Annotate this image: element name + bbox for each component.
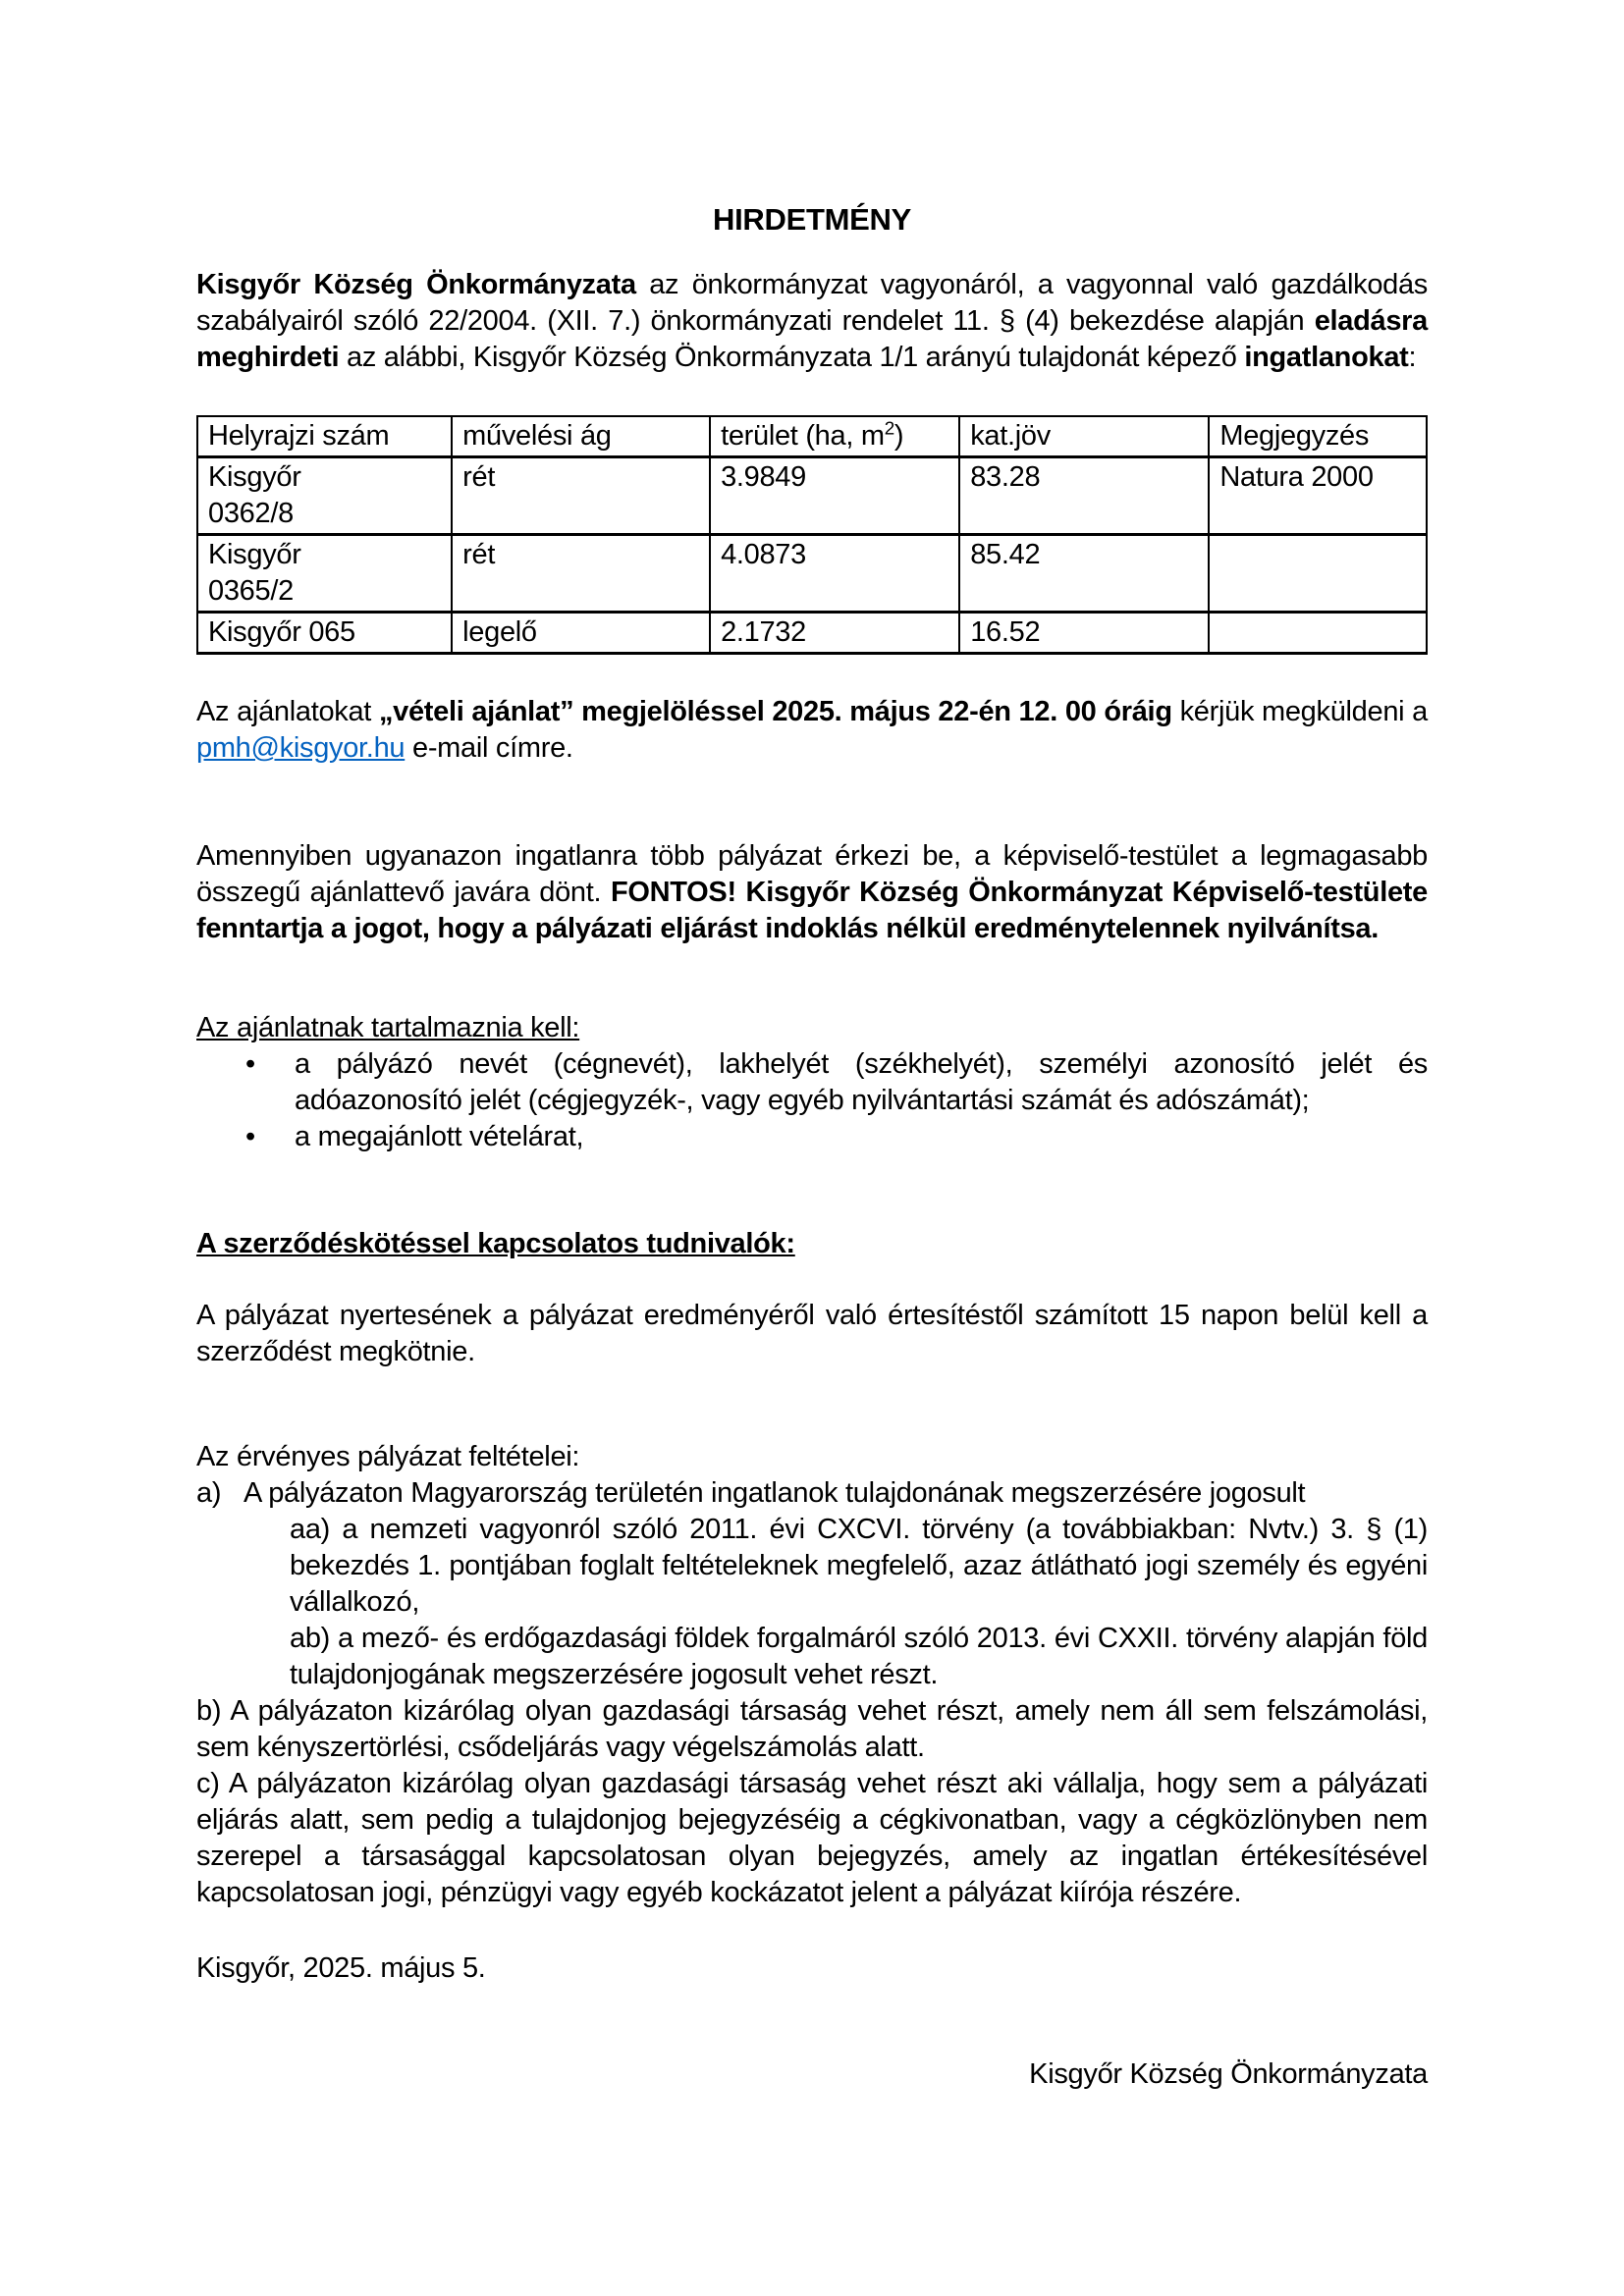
multiple-bids-paragraph bbox=[196, 838, 1428, 947]
col-header-parcel-number: Helyrajzi szám bbox=[197, 416, 452, 457]
contract-section-heading: A szerződéskötéssel kapcsolatos tudnivalók: bbox=[196, 1228, 795, 1259]
requirements-heading: Az ajánlatnak tartalmaznia kell: bbox=[196, 1012, 580, 1043]
parcel-number-cell bbox=[197, 613, 452, 654]
intro-paragraph bbox=[196, 267, 1428, 376]
table-row bbox=[197, 457, 1427, 535]
contract-paragraph: A pályázat nyertesének a pályázat eredményéről való értesítéstől számított 15 napon belül kell a szerződést megkötnie. bbox=[196, 1300, 1428, 1367]
parcel-line-1: Kisgyőr bbox=[208, 461, 301, 493]
table-header-row bbox=[197, 416, 1427, 457]
parcel-line-1: Kisgyőr bbox=[208, 539, 301, 570]
email-link[interactable]: pmh@kisgyor.hu bbox=[196, 732, 406, 764]
intro-text-2: az alábbi, Kisgyőr Község Önkormányzata 1/1 arányú tulajdonát képező bbox=[339, 342, 1245, 373]
document-title: HIRDETMÉNY bbox=[713, 202, 911, 237]
parcel-line-1: Kisgyőr 065 bbox=[208, 616, 355, 648]
col-header-area bbox=[710, 416, 959, 457]
multiple-bids-important-bold: FONTOS! Kisgyőr Község Önkormányzat Képviselő-testülete fenntartja a jogot, hogy a pályázati eljárást indoklás nélkül eredménytelennek nyilvánítsa. bbox=[196, 877, 1428, 944]
cadastral-income-cell: 16.52 bbox=[959, 613, 1209, 654]
offer-text-3: e-mail címre. bbox=[405, 732, 573, 764]
cultivation-cell: legelő bbox=[452, 613, 710, 654]
area-cell: 2.1732 bbox=[710, 613, 959, 654]
condition-aa: aa) a nemzeti vagyonról szóló 2011. évi CXCVI. törvény (a továbbiakban: Nvtv.) 3. § (1) bekezdés 1. pontjában foglalt feltételeknek megfelelő, azaz átlátható jogi személy és egyéni vállalkozó, bbox=[290, 1514, 1428, 1618]
cadastral-income-cell: 85.42 bbox=[959, 535, 1209, 613]
requirements-list bbox=[196, 1046, 1428, 1155]
conditions-intro: Az érvényes pályázat feltételei: bbox=[196, 1441, 580, 1472]
col-header-cadastral-income: kat.jöv bbox=[959, 416, 1209, 457]
parcel-line-2: 0362/8 bbox=[208, 498, 294, 529]
area-cell: 4.0873 bbox=[710, 535, 959, 613]
intro-text-3: : bbox=[1408, 342, 1417, 373]
condition-a-label: a) bbox=[196, 1477, 222, 1509]
offer-deadline-paragraph bbox=[196, 694, 1428, 767]
condition-a bbox=[196, 1475, 1428, 1512]
intro-issuer-bold: Kisgyőr Község Önkormányzata bbox=[196, 269, 636, 300]
parcel-number-cell bbox=[197, 535, 452, 613]
date-line: Kisgyőr, 2025. május 5. bbox=[196, 1952, 486, 1984]
offer-deadline-bold: „vételi ajánlat” megjelöléssel 2025. május 22-én 12. 00 óráig bbox=[378, 696, 1172, 727]
note-cell bbox=[1209, 613, 1427, 654]
parcel-number-cell bbox=[197, 457, 452, 535]
note-cell: Natura 2000 bbox=[1209, 457, 1427, 535]
property-table bbox=[196, 415, 1428, 655]
cultivation-cell: rét bbox=[452, 457, 710, 535]
list-item: • a pályázó nevét (cégnevét), lakhelyét (székhelyét), személyi azonosító jelét és adóazonosító jelét (cégjegyzék-, vagy egyéb nyilvántartási számát és adószámát); bbox=[196, 1046, 1428, 1119]
table-row bbox=[197, 613, 1427, 654]
table-row bbox=[197, 535, 1427, 613]
cultivation-cell: rét bbox=[452, 535, 710, 613]
area-header-prefix: terület (ha, m bbox=[721, 420, 885, 452]
cadastral-income-cell: 83.28 bbox=[959, 457, 1209, 535]
area-cell: 3.9849 bbox=[710, 457, 959, 535]
condition-b: b) A pályázaton kizárólag olyan gazdasági társaság vehet részt, amely nem áll sem felszámolási, sem kényszertörlési, csődeljárás vagy végelszámolás alatt. bbox=[196, 1695, 1428, 1763]
offer-text-2: kérjük megküldeni a bbox=[1171, 696, 1428, 727]
area-header-suffix: ) bbox=[893, 420, 904, 452]
intro-properties-bold: ingatlanokat bbox=[1244, 342, 1409, 373]
condition-c: c) A pályázaton kizárólag olyan gazdasági társaság vehet részt aki vállalja, hogy sem a pályázati eljárás alatt, sem pedig a tulajdonjog bejegyzéséig a cégkivonatban, vagy a cégközlönyben nem szerepel a társasággal kapcsolatosan olyan bejegyzés, amely az ingatlan értékesítésével kapcsolatosan jogi, pénzügyi vagy egyéb kockázatot jelent a pályázat kiírója részére. bbox=[196, 1768, 1428, 1908]
parcel-line-2: 0365/2 bbox=[208, 575, 294, 607]
condition-ab: ab) a mező- és erdőgazdasági földek forgalmáról szóló 2013. évi CXXII. törvény alapján föld tulajdonjogának megszerzésére jogosult vehet részt. bbox=[290, 1623, 1428, 1690]
intro-text-1: az önkormányzat vagyonáról, a vagyonnal való gazdálkodás szabályairól szóló 22/2004. (XII. 7.) önkormányzati rendelet 11. § (4) bekezdése alapján bbox=[196, 269, 1429, 337]
intro-sale-bold: eladásra meghirdeti bbox=[196, 305, 1428, 373]
offer-text-1: Az ajánlatokat bbox=[196, 696, 379, 727]
multiple-bids-text: Amennyiben ugyanazon ingatlanra több pályázat érkezi be, a képviselő-testület a legmagasabb összegű ajánlattevő javára dönt. bbox=[196, 840, 1428, 908]
col-header-cultivation: művelési ág bbox=[452, 416, 710, 457]
area-header-superscript: 2 bbox=[884, 417, 894, 439]
condition-a-text: A pályázaton Magyarország területén ingatlanok tulajdonának megszerzésére jogosult bbox=[244, 1477, 1306, 1509]
note-cell bbox=[1209, 535, 1427, 613]
signature: Kisgyőr Község Önkormányzata bbox=[1029, 2058, 1428, 2090]
col-header-note: Megjegyzés bbox=[1209, 416, 1427, 457]
list-item: • a megajánlott vételárat, bbox=[196, 1119, 1428, 1155]
